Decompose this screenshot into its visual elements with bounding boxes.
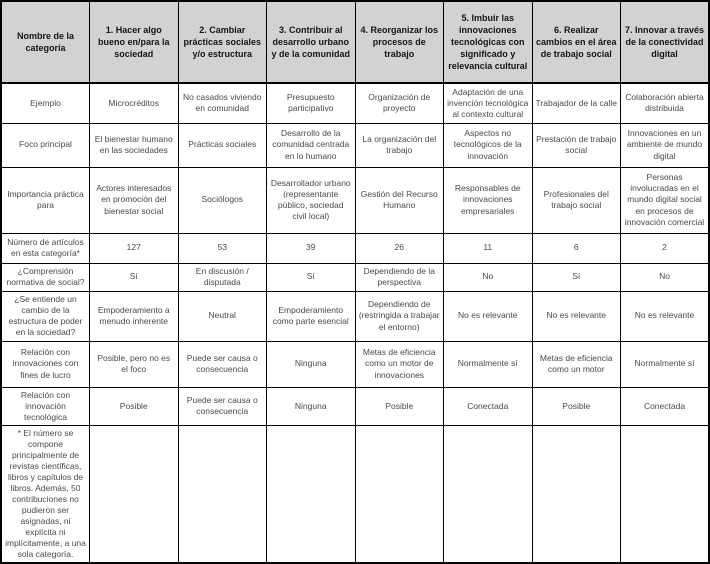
table-cell: Posible, pero no es el foco	[90, 341, 179, 387]
table-cell: Adaptación de una invención tecnológica al contexto cultural	[444, 83, 533, 123]
column-header-3: 3. Contribuir al desarrollo urbano y de la comunidad	[267, 1, 356, 83]
table-cell: Innovaciones en un ambiente de mundo digital	[621, 123, 710, 167]
table-cell	[444, 425, 533, 563]
table-row	[1, 341, 709, 387]
table-cell: Trabajador de la calle	[532, 83, 621, 123]
table-cell: No	[444, 263, 533, 291]
table-cell: Prestación de trabajo social	[532, 123, 621, 167]
table-cell: No es relevante	[444, 291, 533, 341]
table-body	[1, 83, 709, 563]
row-label: Relación con innovación tecnológica	[1, 387, 90, 425]
table-cell: Metas de eficiencia como un motor de innovaciones	[355, 341, 444, 387]
table-cell: Sociólogos	[178, 167, 267, 233]
footnote-row	[1, 425, 709, 563]
table-cell: Posible	[90, 387, 179, 425]
table-cell: 11	[444, 233, 533, 263]
table-cell: Ninguna	[267, 341, 356, 387]
table-cell: Desarrollo de la comunidad centrada en lo humano	[267, 123, 356, 167]
table-cell: 6	[532, 233, 621, 263]
table-cell: La organización del trabajo	[355, 123, 444, 167]
table-cell: No es relevante	[621, 291, 710, 341]
table-cell: Neutral	[178, 291, 267, 341]
row-label: Foco principal	[1, 123, 90, 167]
table-cell: El bienestar humano en las sociedades	[90, 123, 179, 167]
table-cell: Dependiendo de (restringida a trabajar el entorno)	[355, 291, 444, 341]
table-cell: No	[621, 263, 710, 291]
row-label: Número de artículos en esta categoría*	[1, 233, 90, 263]
table-cell	[621, 425, 710, 563]
table-row	[1, 233, 709, 263]
table-cell	[355, 425, 444, 563]
column-header-2: 2. Cambiar prácticas sociales y/o estructura	[178, 1, 267, 83]
table-cell: Sí	[532, 263, 621, 291]
table-cell: 127	[90, 233, 179, 263]
table-cell: Responsables de innovaciones empresariales	[444, 167, 533, 233]
table-cell: Aspectos no tecnológicos de la innovación	[444, 123, 533, 167]
table-cell	[90, 425, 179, 563]
row-label: Relación con innovaciones con fines de lucro	[1, 341, 90, 387]
table-row	[1, 263, 709, 291]
table-cell: Empoderamiento a menudo inherente	[90, 291, 179, 341]
table-cell: Sí	[90, 263, 179, 291]
table-cell: Organización de proyecto	[355, 83, 444, 123]
row-label: ¿Comprensión normativa de social?	[1, 263, 90, 291]
table-row	[1, 123, 709, 167]
table-cell: Gestión del Recurso Humano	[355, 167, 444, 233]
table-row	[1, 83, 709, 123]
table-cell: 26	[355, 233, 444, 263]
table-cell: Presupuesto participativo	[267, 83, 356, 123]
table-cell: Puede ser causa o consecuencia	[178, 387, 267, 425]
table-cell: Actores interesados en promoción del bienestar social	[90, 167, 179, 233]
table-cell: Dependiendo de la perspectiva	[355, 263, 444, 291]
table-cell: Empoderamiento como parte esencial	[267, 291, 356, 341]
footnote-text: * El número se compone principalmente de revistas científicas, libros y capítulos de libros. Además, 50 contribuciones no pudieron ser asignadas, ni explícita ni implícitamente, a una sola categoría.	[1, 425, 90, 563]
table-row	[1, 291, 709, 341]
table-cell: Prácticas sociales	[178, 123, 267, 167]
table-cell	[267, 425, 356, 563]
table-cell: 53	[178, 233, 267, 263]
table-cell: En discusión / disputada	[178, 263, 267, 291]
header-row	[1, 1, 709, 83]
table-header	[1, 1, 709, 83]
table-cell: Microcréditos	[90, 83, 179, 123]
table-cell: Ninguna	[267, 387, 356, 425]
row-label: Ejemplo	[1, 83, 90, 123]
table-cell	[178, 425, 267, 563]
column-header-5: 5. Imbuir las innovaciones tecnológicas con significado y relevancia cultural	[444, 1, 533, 83]
table-cell: Personas involucradas en el mundo digital social en procesos de innovación comercial	[621, 167, 710, 233]
table-cell: No casados viviendo en comunidad	[178, 83, 267, 123]
table-row	[1, 167, 709, 233]
table-cell: Metas de eficiencia como un motor	[532, 341, 621, 387]
table-cell: Sí	[267, 263, 356, 291]
table-cell: Posible	[532, 387, 621, 425]
table-cell: 39	[267, 233, 356, 263]
table-row	[1, 387, 709, 425]
column-header-1: 1. Hacer algo bueno en/para la sociedad	[90, 1, 179, 83]
table-cell: Conectada	[621, 387, 710, 425]
table-cell: Colaboración abierta distribuida	[621, 83, 710, 123]
column-header-0: Nombre de la categoría	[1, 1, 90, 83]
table-cell: Posible	[355, 387, 444, 425]
table-cell: Conectada	[444, 387, 533, 425]
row-label: ¿Se entiende un cambio de la estructura de poder en la sociedad?	[1, 291, 90, 341]
table-cell: Profesionales del trabajo social	[532, 167, 621, 233]
table-cell: No es relevante	[532, 291, 621, 341]
column-header-6: 6. Realizar cambios en el área de trabajo social	[532, 1, 621, 83]
row-label: Importancia práctica para	[1, 167, 90, 233]
column-header-4: 4. Reorganizar los procesos de trabajo	[355, 1, 444, 83]
table-cell: Normalmente sí	[621, 341, 710, 387]
table-cell	[532, 425, 621, 563]
column-header-7: 7. Innovar a través de la conectividad digital	[621, 1, 710, 83]
table-cell: Desarrollador urbano (representante público, sociedad civil local)	[267, 167, 356, 233]
table-cell: Puede ser causa o consecuencia	[178, 341, 267, 387]
table-cell: 2	[621, 233, 710, 263]
table-cell: Normalmente sí	[444, 341, 533, 387]
